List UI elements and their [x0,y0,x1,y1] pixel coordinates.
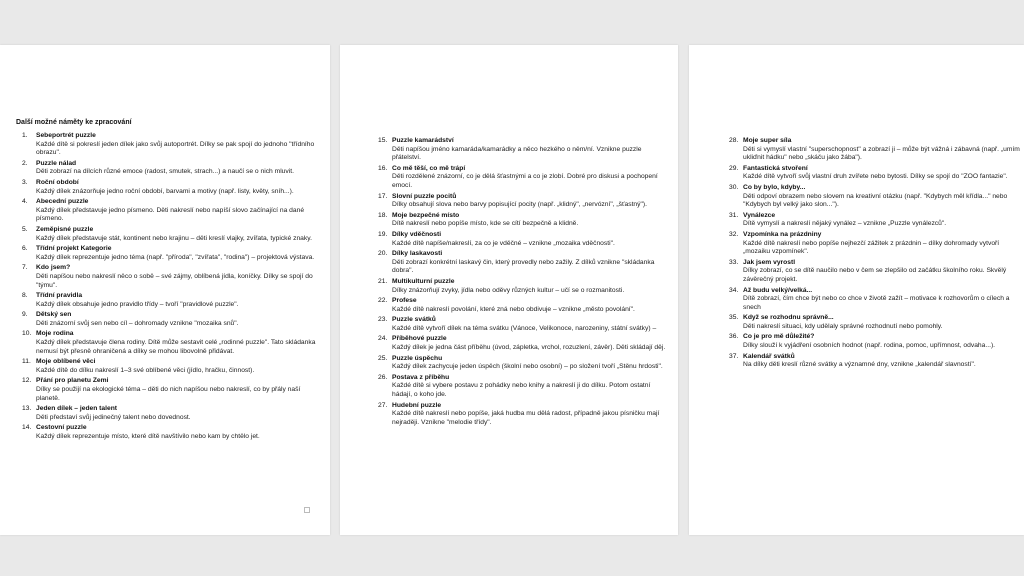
item-title: Puzzle nálad [36,159,77,167]
item-title: Profese [392,297,417,305]
list-item [378,193,670,210]
item-description: Každé dítě nakreslí nebo popíše nejhezčí zážitek z prázdnin – dílky dohromady vytvoří „mozaiku vzpomínek". [743,239,1000,256]
list-item [729,184,1021,210]
item-description: Děti zobrazí na dílcích různé emoce (radost, smutek, strach...) a naučí se o nich mluvit. [36,168,294,176]
list-item [729,137,1021,163]
item-body [392,402,670,428]
list-item [378,165,670,191]
item-number: 31. [729,211,739,219]
item-number: 25. [378,354,388,362]
item-title: Co je pro mě důležité? [743,333,815,341]
item-title: Co mě těší, co mě trápí [392,164,466,172]
item-body [392,250,670,276]
item-body [743,231,1021,257]
item-description: Každé dítě vytvoří dílek na téma svátku (Vánoce, Velikonoce, narozeniny, státní svátky) – [392,324,657,332]
item-body [36,330,322,356]
item-title: Přání pro planetu Zemi [36,377,109,385]
list-item [22,405,322,422]
item-title: Zeměpisné puzzle [36,225,94,233]
item-body [743,165,1021,182]
item-number: 20. [378,250,388,258]
item-description: Každé dítě nakreslí povolání, které zná nebo obdivuje – vznikne „město povolání". [392,305,635,313]
list-item [22,179,322,196]
item-number: 35. [729,314,739,322]
item-description: Dílky znázorňují zvyky, jídla nebo oděvy různých kultur – učí se o rozmanitosti. [392,286,625,294]
item-description: Každý dílek reprezentuje jedno téma (např. "příroda", "zvířata", "rodina") – projektová výstava. [36,253,315,261]
list-item [378,278,670,295]
item-title: Jeden dílek – jeden talent [36,405,118,413]
list-item [22,358,322,375]
item-number: 17. [378,192,388,200]
item-number: 24. [378,335,388,343]
item-body [36,377,322,403]
item-description: Děti znázorní svůj sen nebo cíl – dohromady vznikne "mozaika snů". [36,319,239,327]
item-body [36,179,322,196]
list-item [378,335,670,352]
item-number: 32. [729,230,739,238]
item-description: Každý dílek zachycuje jeden úspěch (školní nebo osobní) – po složení tvoří „Stěnu hrdosti". [392,363,663,371]
list-item [378,212,670,229]
item-description: Děti rozdělené znázorní, co je dělá šťastnými a co je zlobí. Dobré pro diskusi a pochopení emocí. [392,173,658,189]
item-body [392,137,670,163]
item-number: 30. [729,183,739,191]
item-body [36,424,322,441]
item-number: 28. [729,137,739,144]
item-body [36,160,322,177]
item-body [743,287,1021,313]
item-number: 21. [378,277,388,285]
item-number: 37. [729,352,739,360]
document-page-1 [0,45,330,535]
item-title: Moje oblíbené věci [36,358,96,366]
item-body [392,297,670,314]
item-number: 27. [378,401,388,409]
item-title: Třídní projekt Kategorie [36,245,112,253]
item-title: Jak jsem vyrostl [743,258,796,266]
list-item [378,316,670,333]
item-description: Každý dílek představuje člena rodiny. Dítě může sestavit celé „rodinné puzzle". Tato skládanka nemusí být přesně ohraničená a dílky se mohou libovolně přidávat. [36,339,316,355]
list-item [729,231,1021,257]
item-number: 5. [22,225,28,233]
item-body [392,212,670,229]
list-item [729,165,1021,182]
item-number: 4. [22,198,28,206]
item-title: Cestovní puzzle [36,424,87,432]
item-description: Každé dítě nakreslí nebo popíše, jaká hudba mu dělá radost, případně jakou písničku mají nejraději. Vznikne "melodie třídy". [392,410,660,426]
list-item [729,353,1021,370]
idea-list-1 [22,132,322,444]
document-page-3 [689,45,1024,535]
list-item [729,314,1021,331]
document-page-2 [340,45,678,535]
item-title: Dílky laskavosti [392,250,443,258]
item-body [392,374,670,400]
item-body [743,353,1021,370]
item-number: 18. [378,211,388,219]
item-body [36,264,322,290]
item-description: Každý dílek reprezentuje místo, které dítě navštívilo nebo kam by chtělo jet. [36,433,260,440]
item-body [392,355,670,372]
item-body [743,259,1021,285]
item-number: 15. [378,137,388,144]
item-body [392,231,670,248]
item-title: Dílky vděčnosti [392,230,442,238]
item-description: Dítě zobrazí, čím chce být nebo co chce v životě zažít – motivace k rozhovorům o cílech a snech [743,295,1010,311]
item-title: Puzzle úspěchu [392,354,443,362]
item-title: Kalendář svátků [743,352,795,360]
item-title: Vzpomínka na prázdniny [743,230,822,238]
item-number: 10. [22,330,32,338]
item-description: Děti nakreslí situaci, kdy udělaly správné rozhodnutí nebo pomohly. [743,322,943,330]
list-item [378,355,670,372]
item-title: Dětský sen [36,311,72,319]
list-item [22,160,322,177]
item-title: Příběhové puzzle [392,335,447,343]
list-item [729,287,1021,313]
item-description: Dítě nakreslí nebo popíše místo, kde se cítí bezpečně a klidně. [392,220,579,228]
item-description: Děti odpoví obrazem nebo slovem na kreativní otázku (např. "Kdybych měl křídla..." nebo "Kdybych byl velký jako slon..."). [743,192,1008,209]
list-item [729,333,1021,350]
item-body [392,316,670,333]
item-number: 36. [729,333,739,341]
item-title: Hudební puzzle [392,401,442,409]
item-body [743,212,1021,229]
item-body [743,314,1021,331]
list-item [729,259,1021,285]
item-description: Dílky se použijí na ekologické téma – děti do nich napíšou nebo nakreslí, co by přály naší planetě. [36,386,301,402]
item-number: 7. [22,264,28,272]
item-body [392,335,670,352]
item-number: 14. [22,424,32,432]
item-title: Puzzle kamarádství [392,137,454,144]
item-description: Každé dítě vytvoří svůj vlastní druh zvířete nebo bytosti. Dílky se spojí do "ZOO fantazie". [743,173,1008,181]
item-title: Slovní puzzle pocitů [392,192,457,200]
item-title: Postava z příběhu [392,373,450,381]
item-body [392,193,670,210]
item-number: 29. [729,164,739,172]
list-item [378,137,670,163]
list-item [378,374,670,400]
list-item [22,377,322,403]
item-description: Na dílky děti kreslí různé svátky a významné dny, vznikne „kalendář slavností". [743,361,976,369]
item-description: Děti zobrazí konkrétní laskavý čin, který provedly nebo zažily. Z dílků vznikne "skládanka dobra". [392,258,655,275]
item-title: Vynálezce [743,211,776,219]
item-number: 22. [378,297,388,305]
item-description: Každý dílek obsahuje jedno pravidlo třídy – tvoří "pravidlové puzzle". [36,300,239,308]
item-title: Fantastická stvoření [743,164,808,172]
item-title: Moje bezpečné místo [392,211,460,219]
item-description: Každé dítě do dílku nakreslí 1–3 své oblíbené věci (jídlo, hračku, činnost). [36,366,255,374]
item-title: Sebeportrét puzzle [36,132,96,139]
item-title: Když se rozhodnu správně... [743,314,834,322]
item-description: Každé dítě napíše/nakreslí, za co je vděčné – vznikne „mozaika vděčnosti". [392,239,615,247]
item-number: 34. [729,286,739,294]
item-number: 19. [378,230,388,238]
item-title: Multikulturní puzzle [392,277,455,285]
item-title: Třídní pravidla [36,292,83,300]
item-number: 23. [378,316,388,324]
item-body [36,358,322,375]
item-title: Roční období [36,178,79,186]
list-item [22,226,322,243]
list-item [378,402,670,428]
list-item [22,245,322,262]
page-end-marker [304,507,310,513]
item-body [743,333,1021,350]
list-item [22,132,322,158]
list-item [729,212,1021,229]
section-heading: Další možné náměty ke zpracování [16,119,132,126]
item-description: Dítě vymyslí a nakreslí nějaký vynález – vznikne „Puzzle vynálezců". [743,220,947,228]
item-number: 13. [22,405,32,413]
idea-list-3 [729,137,1021,372]
item-body [36,245,322,262]
list-item [22,424,322,441]
list-item [378,250,670,276]
item-description: Dílky zobrazí, co se dítě naučilo nebo v čem se zlepšilo od začátku školního roku. Skvělý závěrečný projekt. [743,267,1007,283]
item-number: 9. [22,311,28,319]
item-number: 3. [22,178,28,186]
list-item [22,330,322,356]
item-number: 33. [729,258,739,266]
item-number: 11. [22,358,31,366]
list-item [378,297,670,314]
item-body [36,311,322,328]
item-description: Každé dítě si vybere postavu z pohádky nebo knihy a nakreslí ji do dílku. Potom ostatní hádají, o koho jde. [392,382,651,399]
list-item [378,231,670,248]
item-body [36,198,322,224]
item-title: Moje super síla [743,137,792,144]
item-number: 12. [22,377,32,385]
list-item [22,198,322,224]
item-number: 6. [22,245,28,253]
item-title: Moje rodina [36,330,74,338]
item-body [743,137,1021,163]
item-number: 26. [378,373,388,381]
item-title: Abecední puzzle [36,198,89,206]
item-body [743,184,1021,210]
item-body [392,165,670,191]
item-description: Dílky obsahují slova nebo barvy popisující pocity (např. „klidný", „nervózní", „šťastný"). [392,201,647,209]
item-title: Co by bylo, kdyby... [743,183,806,191]
item-body [36,226,322,243]
item-number: 8. [22,292,28,300]
item-description: Děti napíšou jméno kamaráda/kamarádky a něco hezkého o něm/ní. Vznikne puzzle přátelství. [392,145,642,162]
item-description: Každý dílek je jedna část příběhu (úvod, zápletka, vrchol, rozuzlení, závěr). Děti skládají děj. [392,344,666,352]
item-body [36,405,322,422]
item-number: 2. [22,159,28,167]
item-body [36,132,322,158]
list-item [22,311,322,328]
item-description: Každý dílek představuje stát, kontinent nebo krajinu – děti kreslí vlajky, zvířata, typické znaky. [36,234,312,242]
item-number: 1. [22,132,28,139]
item-title: Až budu velký/velká... [743,286,813,294]
list-item [22,292,322,309]
item-description: Dílky slouží k vyjádření osobních hodnot (např. rodina, pomoc, upřímnost, odvaha...). [743,342,996,350]
idea-list-2 [378,137,670,429]
item-body [36,292,322,309]
item-description: Každé dítě si pokreslí jeden dílek jako svůj autoportrét. Dílky se pak spojí do jednoho "třídního obrazu". [36,140,315,157]
item-description: Děti napíšou nebo nakreslí něco o sobě – své zájmy, oblíbená jídla, koníčky. Dílky se spojí do "týmu". [36,272,313,289]
item-description: Každý dílek představuje jedno písmeno. Děti nakreslí nebo napíší slovo začínající na dané písmeno. [36,206,305,223]
item-description: Děti si vymyslí vlastní "superschopnost" a zobrazí ji – může být vážná i zábavná (např. „umím ukliďnit hádku" nebo „skáču jako žába"). [743,145,1020,162]
item-title: Puzzle svátků [392,316,436,324]
item-title: Kdo jsem? [36,264,71,272]
item-body [392,278,670,295]
item-description: Děti představí svůj jedinečný talent nebo dovednost. [36,413,191,421]
item-number: 16. [378,164,388,172]
list-item [22,264,322,290]
item-description: Každý dílek znázorňuje jedno roční období, barvami a motivy (např. listy, květy, sníh...). [36,187,294,195]
